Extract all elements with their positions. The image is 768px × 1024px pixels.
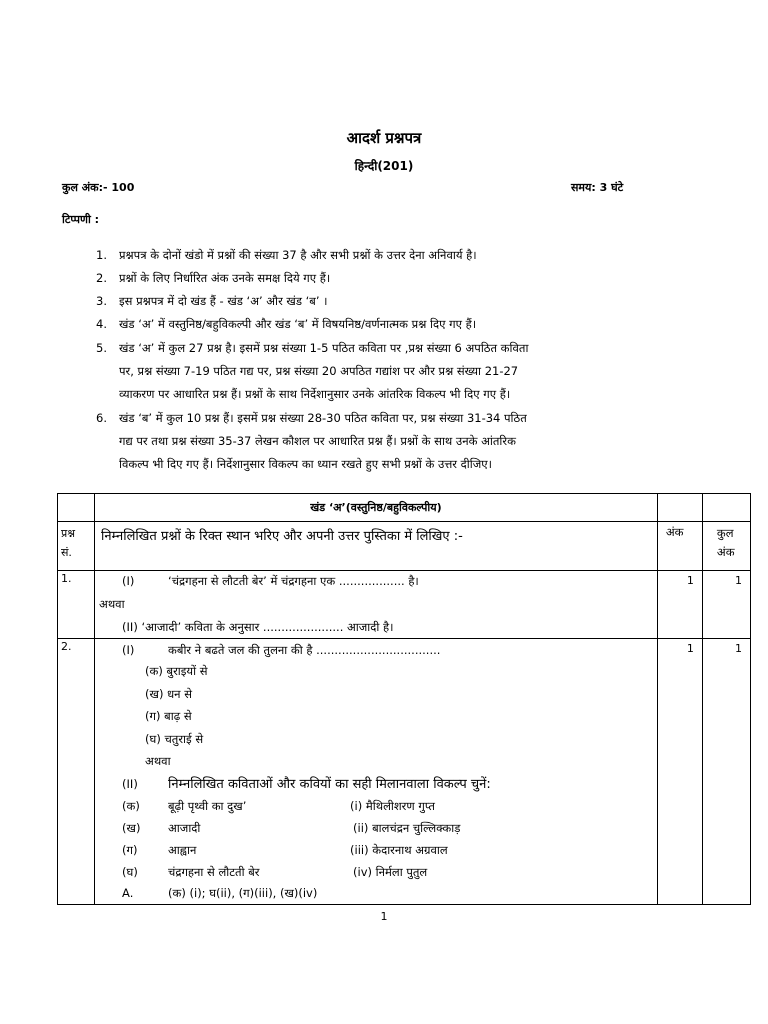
instruction-text: इस प्रश्नपत्र में दो खंड हैं - खंड ‘अ’ और खंड ‘ब’ । xyxy=(119,294,328,308)
match-poet: (iv) निर्मला पुतुल xyxy=(353,865,428,879)
match-poem: चंद्रगहना से लौटती बेर xyxy=(168,865,260,879)
match-poem: आह्वान xyxy=(168,843,197,857)
instruction-number: 6. xyxy=(96,411,107,425)
instruction-text: प्रश्नों के लिए निर्धारित अंक उनके समक्ष दिये गए हैं। xyxy=(119,271,331,285)
match-poet: (iii) केदारनाथ अग्रवाल xyxy=(350,843,448,857)
option-item: (ग) बाढ़ से xyxy=(145,709,192,723)
match-label: (घ) xyxy=(122,865,138,879)
instruction-number: 1. xyxy=(96,248,107,262)
instruction-text: पर, प्रश्न संख्या 7-19 पठित गद्य पर, प्रश्न संख्या 20 अपठित गद्यांश पर और प्रश्न संख्या 21-27 xyxy=(119,364,519,378)
question-number: 2. xyxy=(58,639,95,905)
paper-title: आदर्श प्रश्नपत्र xyxy=(346,129,422,147)
answer-text: (क) (i); घ(ii), (ग)(iii), (ख)(iv) xyxy=(168,886,318,900)
question-table xyxy=(57,493,751,905)
paper-subject: हिन्दी(201) xyxy=(354,159,414,173)
instruction-number: 4. xyxy=(96,317,107,331)
instruction-text: खंड ‘अ’ में कुल 27 प्रश्न है। इसमें प्रश्न संख्या 1-5 पठित कविता पर ,प्रश्न संख्या 6 अपठित कविता xyxy=(119,341,529,355)
part-label: (I) xyxy=(122,574,135,588)
part-label: (I) xyxy=(122,643,135,657)
header-blank-cell xyxy=(58,494,95,522)
table-row xyxy=(58,571,751,639)
or-label: अथवा xyxy=(99,597,125,611)
question-body xyxy=(95,639,658,905)
option-item: (ख) धन से xyxy=(145,687,192,701)
col-q-line1: प्रश्न xyxy=(61,527,76,540)
instruction-number: 5. xyxy=(96,341,107,355)
question-marks: 1 xyxy=(657,639,702,905)
header-blank-cell xyxy=(702,494,750,522)
instruction-number: 3. xyxy=(96,294,107,308)
match-poet: (i) मैथिलीशरण गुप्त xyxy=(350,799,435,813)
part-text: कबीर ने बढते जल की तुलना की है .................................. xyxy=(168,643,441,657)
col-marks-header: अंक xyxy=(657,522,702,571)
answer-label: A. xyxy=(122,886,134,900)
instruction-text: व्याकरण पर आधारित प्रश्न हैं। प्रश्नों के साथ निर्देशानुसार उनके आंतरिक विकल्प भी दिए गए हैं। xyxy=(119,387,511,401)
part-label: (II) xyxy=(122,777,138,791)
question-body xyxy=(95,571,658,639)
part-text: निम्नलिखित कविताओं और कवियों का सही मिलानवाला विकल्प चुनें: xyxy=(168,777,491,792)
total-marks: कुल अंक:- 100 xyxy=(62,181,135,194)
question-number: 1. xyxy=(58,571,95,639)
match-label: (क) xyxy=(122,799,140,813)
page-number: 1 xyxy=(380,910,388,923)
instruction-text: प्रश्नपत्र के दोनों खंडो में प्रश्नों की संख्या 37 है और सभी प्रश्नों के उत्तर देना अनिवार्य है। xyxy=(119,248,477,262)
instruction-text: गद्य पर तथा प्रश्न संख्या 35-37 लेखन कौशल पर आधारित प्रश्न हैं। प्रश्नों के साथ उनके आंतरिक xyxy=(119,434,516,448)
or-label: अथवा xyxy=(145,754,171,768)
col-total-line2: अंक xyxy=(716,545,735,559)
option-item: (क) बुराइयों से xyxy=(145,664,208,678)
match-poet: (ii) बालचंद्रन चुल्लिक्काड़ xyxy=(353,821,461,835)
col-q-line2: सं. xyxy=(61,546,72,559)
question-total-marks: 1 xyxy=(702,571,750,639)
header-blank-cell xyxy=(657,494,702,522)
note-label: टिप्पणी : xyxy=(62,213,100,226)
match-label: (ग) xyxy=(122,843,138,857)
col-total-line1: कुल xyxy=(716,526,734,540)
match-poem: आजादी xyxy=(168,821,201,835)
instruction-number: 2. xyxy=(96,271,107,285)
question-total-marks: 1 xyxy=(702,639,750,905)
instruction-text: खंड ‘ब’ में कुल 10 प्रश्न हैं। इसमें प्रश्न संख्या 28-30 पठित कविता पर, प्रश्न संख्या 31-34 पठित xyxy=(119,411,527,425)
time-limit: समय: 3 घंटे xyxy=(571,181,624,194)
instruction-text: विकल्प भी दिए गए हैं। निर्देशानुसार विकल्प का ध्यान रखते हुए सभी प्रश्नों के उत्तर दीजिए। xyxy=(119,457,492,471)
match-label: (ख) xyxy=(122,821,141,835)
col-total-header xyxy=(702,522,750,571)
section-title: खंड ‘अ’(वस्तुनिष्ठ/बहुविकल्पीय) xyxy=(95,494,658,522)
part-text: (II) ‘आजादी’ कविता के अनुसार ...................... आजादी है। xyxy=(122,620,394,634)
instruction-text: खंड ‘अ’ में वस्तुनिष्ठ/बहुविकल्पी और खंड ‘ब’ में विषयनिष्ठ/वर्णनात्मक प्रश्न दिए गए हैं। xyxy=(119,317,477,331)
col-question-number-header xyxy=(58,522,95,571)
option-item: (घ) चतुराई से xyxy=(145,732,204,746)
question-marks: 1 xyxy=(657,571,702,639)
part-text: ‘चंद्रगहना से लौटती बेर’ में चंद्रगहना एक .................. है। xyxy=(168,574,419,588)
table-row xyxy=(58,639,751,905)
match-poem: बूढ़ी पृथ्वी का दुख’ xyxy=(168,799,247,813)
table-instruction: निम्नलिखित प्रश्नों के रिक्त स्थान भरिए और अपनी उत्तर पुस्तिका में लिखिए :- xyxy=(95,522,658,571)
